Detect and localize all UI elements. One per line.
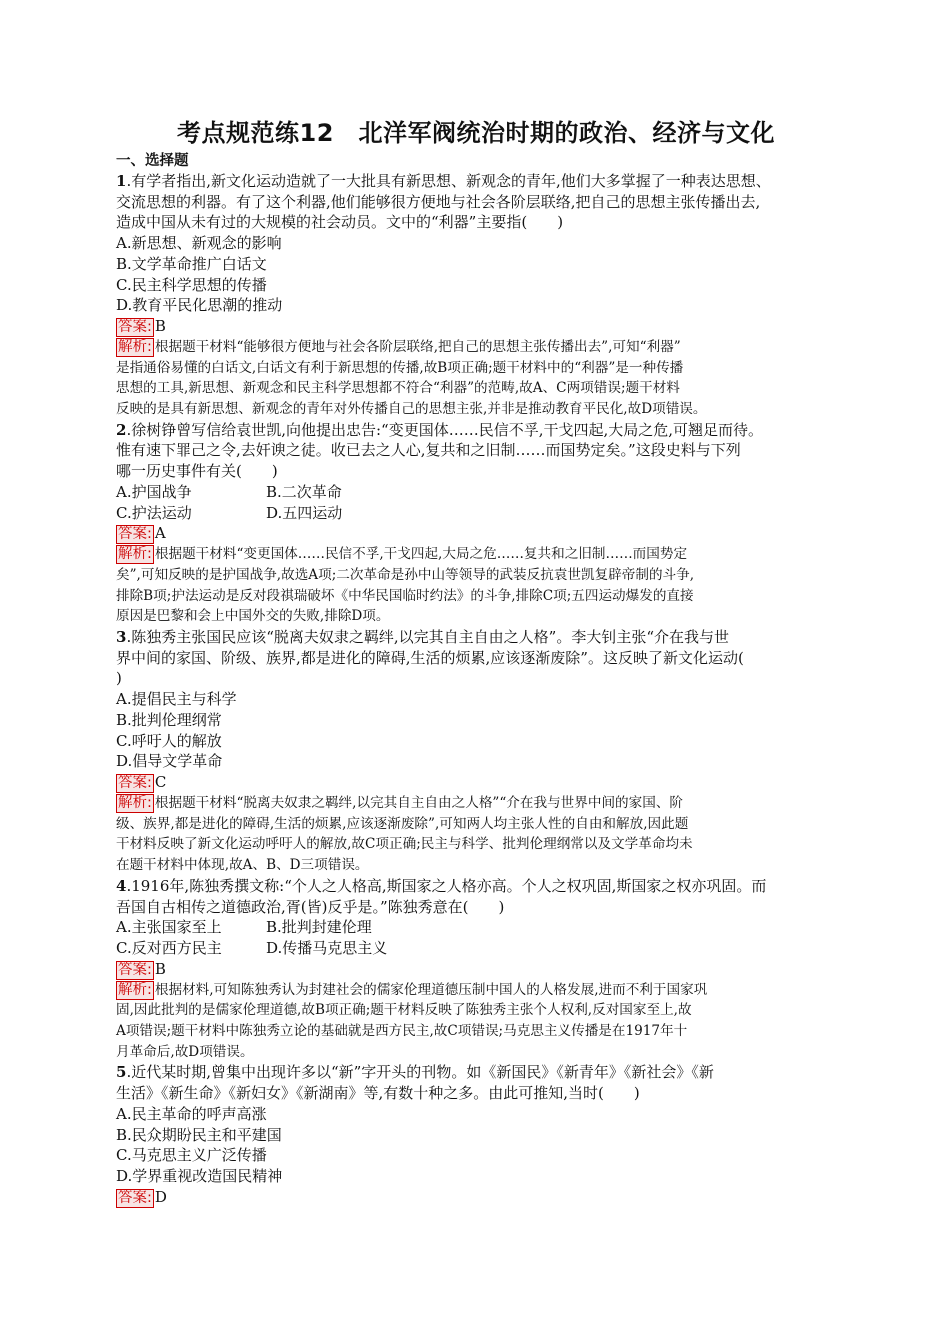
question-stem-line: 造成中国从未有过的大规模的社会动员。文中的“利器”主要指( ) — [116, 213, 564, 232]
option: A.主张国家至上 — [116, 918, 222, 937]
option: A.护国战争 — [116, 482, 192, 501]
question-stem-line: 1.有学者指出,新文化运动造就了一大批具有新思想、新观念的青年,他们大多掌握了一种表达思想、 — [116, 172, 771, 190]
answer-tag: 答案: — [118, 961, 152, 978]
question-stem-line: 4.1916年,陈独秀撰文称:“个人之人格高,斯国家之人格亦高。个人之权巩固,斯国家之权亦巩固。而 — [116, 876, 767, 895]
explanation-line: 原因是巴黎和会上中国外交的失败,排除D项。 — [116, 608, 390, 625]
answer-value: A — [154, 524, 166, 543]
explanation-line: 解析: 根据题干材料“变更国体……民信不孚,干戈四起,大局之危……复共和之旧制……而国势定 — [118, 546, 688, 563]
question-5 — [116, 1062, 836, 1207]
option: D.学界重视改造国民精神 — [116, 1166, 283, 1185]
option-row — [116, 503, 836, 524]
explanation-line: 是指通俗易懂的白话文,白话文有利于新思想的传播,故B项正确;题干材料中的“利器”是一种传播 — [116, 359, 684, 376]
answer-tag: 答案: — [118, 318, 152, 335]
question-number: 3 — [116, 628, 127, 647]
option: D.传播马克思主义 — [266, 938, 388, 957]
explanation-line: 解析: 根据题干材料“脱离夫奴隶之羁绊,以完其自主自由之人格”“介在我与世界中间的家国、阶 — [118, 794, 684, 811]
option-row — [116, 938, 836, 959]
option: A.提倡民主与科学 — [116, 690, 237, 709]
explanation-line: 解析: 根据题干材料“能够很方便地与社会各阶层联络,把自己的思想主张传播出去”,可知“利器” — [118, 338, 681, 355]
answer-line — [116, 523, 836, 544]
explanation-line: A项错误;题干材料中陈独秀立论的基础就是西方民主,故C项错误;马克思主义传播是在1917年十 — [116, 1023, 688, 1040]
question-stem-line: 惟有速下罪己之令,去奸谀之徒。收已去之人心,复共和之旧制……而国势定矣。”这段史料与下列 — [116, 441, 741, 460]
option: C.民主科学思想的传播 — [116, 275, 267, 294]
answer-line — [116, 959, 836, 980]
answer-tag: 答案: — [118, 1189, 152, 1206]
explanation-line: 反映的是具有新思想、新观念的青年对外传播自己的思想主张,并非是推动教育平民化,故D项错误。 — [116, 401, 707, 418]
question-3 — [116, 627, 836, 876]
option: C.护法运动 — [116, 503, 192, 522]
question-2 — [116, 420, 836, 627]
question-4 — [116, 876, 836, 1063]
explanation-tag: 解析: — [118, 794, 152, 811]
answer-tag: 答案: — [118, 526, 152, 543]
explanation-line: 级、族界,都是进化的障碍,生活的烦累,应该逐渐废除”,可知两人均主张人性的自由和解放,因此题 — [116, 815, 689, 832]
option: C.反对西方民主 — [116, 938, 222, 957]
option: B.批判伦理纲常 — [116, 710, 222, 729]
question-stem-line: ) — [116, 669, 122, 688]
question-stem-line: 界中间的家国、阶级、族界,都是进化的障碍,生活的烦累,应该逐渐废除”。这反映了新文化运动( — [116, 648, 744, 667]
option: B.民众期盼民主和平建国 — [116, 1125, 282, 1144]
option: D.五四运动 — [266, 503, 343, 522]
question-stem-line: 生活》《新生命》《新妇女》《新湖南》等,有数十种之多。由此可推知,当时( ) — [116, 1084, 640, 1103]
question-number: 2 — [116, 420, 127, 439]
document-page — [116, 116, 836, 1208]
option: D.教育平民化思潮的推动 — [116, 296, 283, 315]
option: D.倡导文学革命 — [116, 752, 223, 771]
explanation-tag: 解析: — [118, 338, 152, 355]
answer-line — [116, 772, 836, 793]
option-row — [116, 917, 836, 938]
option: A.新思想、新观念的影响 — [116, 234, 282, 253]
option: C.马克思主义广泛传播 — [116, 1146, 267, 1165]
question-number: 5 — [116, 1063, 127, 1082]
option: B.文学革命推广白话文 — [116, 254, 267, 273]
option: B.二次革命 — [266, 482, 342, 501]
answer-value: D — [154, 1187, 167, 1206]
question-stem-line: 吾国自古相传之道德政治,胥(皆)反乎是。”陈独秀意在( ) — [116, 897, 505, 916]
explanation-tag: 解析: — [118, 546, 152, 563]
explanation-line: 矣”,可知反映的是护国战争,故选A项;二次革命是孙中山等领导的武装反抗袁世凯复辟帝制的斗争, — [116, 566, 695, 583]
option: B.批判封建伦理 — [266, 918, 372, 937]
answer-tag: 答案: — [118, 774, 152, 791]
answer-value: B — [154, 316, 166, 335]
explanation-line: 排除B项;护法运动是反对段祺瑞破坏《中华民国临时约法》的斗争,排除C项;五四运动爆发的直接 — [116, 587, 694, 604]
explanation-line: 固,因此批判的是儒家伦理道德,故B项正确;题干材料反映了陈独秀主张个人权利,反对国家至上,故 — [116, 1002, 692, 1019]
question-number: 4 — [116, 876, 127, 895]
question-stem-line: 5.近代某时期,曾集中出现许多以“新”字开头的刊物。如《新国民》《新青年》《新社会》《新 — [116, 1063, 714, 1082]
explanation-line: 月革命后,故D项错误。 — [116, 1043, 254, 1060]
question-stem-line: 哪一历史事件有关( ) — [116, 462, 278, 481]
option-row — [116, 482, 836, 503]
question-stem-line: 2.徐树铮曾写信给袁世凯,向他提出忠告:“变更国体……民信不孚,干戈四起,大局之危,可翘足而待。 — [116, 420, 764, 439]
section-heading: 一、选择题 — [116, 153, 189, 169]
explanation-line: 解析: 根据材料,可知陈独秀认为封建社会的儒家伦理道德压制中国人的人格发展,进而不利于国家巩 — [118, 981, 708, 998]
option: C.呼吁人的解放 — [116, 731, 222, 750]
explanation-line: 在题干材料中体现,故A、B、D三项错误。 — [116, 857, 369, 874]
explanation-line: 思想的工具,新思想、新观念和民主科学思想都不符合“利器”的范畴,故A、C两项错误;题干材料 — [116, 380, 680, 397]
answer-value: C — [154, 772, 167, 791]
explanation-line: 干材料反映了新文化运动呼吁人的解放,故C项正确;民主与科学、批判伦理纲常以及文学革命均未 — [116, 836, 693, 853]
option: A.民主革命的呼声高涨 — [116, 1104, 267, 1123]
question-stem-line: 交流思想的利器。有了这个利器,他们能够很方便地与社会各阶层联络,把自己的思想主张传播出去, — [116, 192, 761, 211]
question-1 — [116, 171, 836, 420]
page-title: 考点规范练12 北洋军阀统治时期的政治、经济与文化 — [177, 119, 775, 147]
answer-line — [116, 1187, 836, 1208]
answer-line — [116, 316, 836, 337]
explanation-tag: 解析: — [118, 981, 152, 998]
answer-value: B — [154, 959, 166, 978]
question-stem-line: 3.陈独秀主张国民应该“脱离夫奴隶之羁绊,以完其自主自由之人格”。李大钊主张“介在我与世 — [116, 628, 729, 647]
question-number: 1 — [116, 172, 127, 190]
